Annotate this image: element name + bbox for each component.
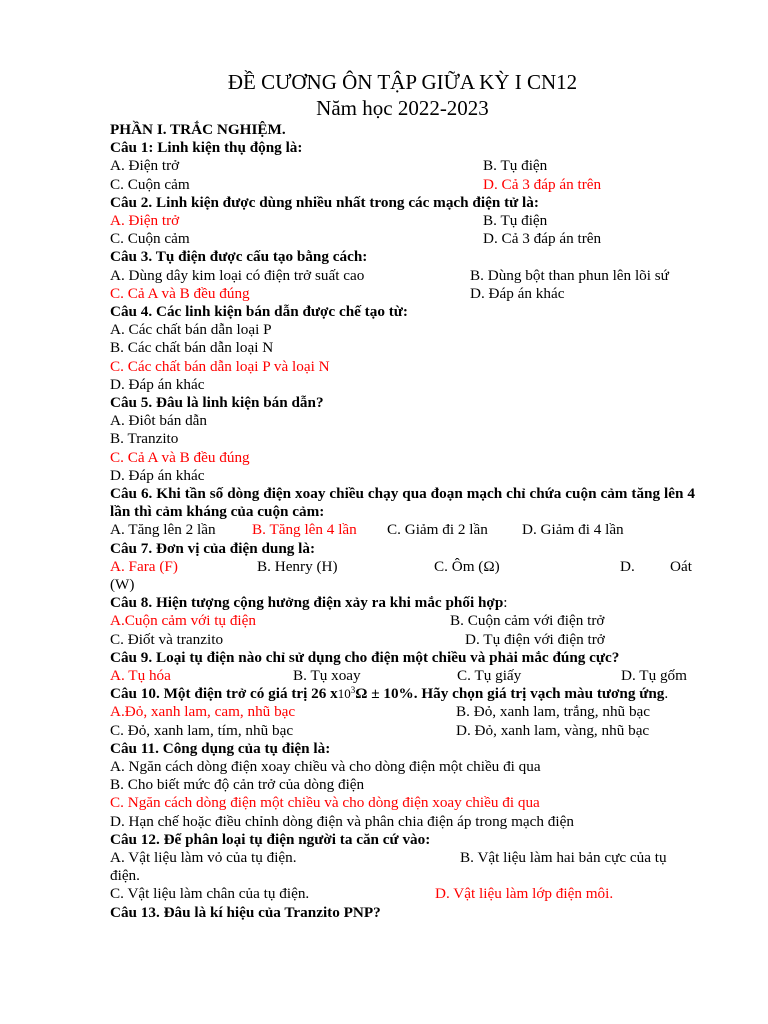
question-7-option-b: B. Henry (H) (257, 557, 338, 575)
question-12-option-a: A. Vật liệu làm vỏ của tụ điện. (110, 848, 297, 866)
question-10-stem-post: Ω ± 10%. Hãy chọn giá trị vạch màu tương ứng (355, 685, 665, 703)
question-10-period: . (664, 685, 669, 703)
question-10-option-a-correct: A.Đỏ, xanh lam, cam, nhũ bạc (110, 703, 296, 721)
question-7-stem: Câu 7. Đơn vị của điện dung là: (110, 539, 316, 557)
question-8-stem-line (110, 594, 695, 612)
question-8-option-c: C. Điốt và tranzito (110, 630, 224, 648)
question-7-option-c: C. Ôm (Ω) (434, 557, 500, 575)
question-13-stem: Câu 13. Đâu là kí hiệu của Tranzito PNP? (110, 903, 381, 921)
question-3-options-row-2 (110, 285, 695, 303)
question-3-options-row-1 (110, 267, 695, 285)
question-9-option-b: B. Tụ xoay (293, 666, 361, 684)
question-12-option-b-continued: điện. (110, 867, 140, 885)
question-9-option-a-correct: A. Tụ hóa (110, 666, 171, 684)
question-5-stem: Câu 5. Đâu là linh kiện bán dẫn? (110, 393, 324, 411)
question-8-options-row-1 (110, 612, 695, 630)
question-2-options-row-2 (110, 230, 695, 248)
question-2-stem: Câu 2. Linh kiện được dùng nhiều nhất trong các mạch điện tử là: (110, 193, 539, 211)
question-2-options-row-1 (110, 212, 695, 230)
question-10-stem (110, 685, 695, 703)
question-10-power-base: 10 (337, 686, 351, 702)
question-4-stem: Câu 4. Các linh kiện bán dẫn được chế tạo từ: (110, 302, 408, 320)
question-11-option-b: B. Cho biết mức độ cản trở của dòng điện (110, 776, 365, 794)
question-3-option-c-correct: C. Cả A và B đều đúng (110, 284, 250, 302)
question-7-option-d-letter: D. (620, 557, 635, 575)
question-3-stem: Câu 3. Tụ điện được cấu tạo bằng cách: (110, 248, 368, 266)
question-1-options-row-2 (110, 176, 695, 194)
question-2-option-a-correct: A. Điện trở (110, 211, 180, 229)
question-9-options-row (110, 667, 695, 685)
question-1-stem: Câu 1: Linh kiện thụ động là: (110, 139, 303, 157)
question-10-options-row-2 (110, 722, 695, 740)
question-1-option-d-correct: D. Cả 3 đáp án trên (483, 175, 602, 193)
question-6-option-c: C. Giảm đi 2 lần (387, 521, 488, 539)
document-subtitle: Năm học 2022-2023 (316, 96, 489, 120)
question-2-option-b: B. Tụ điện (483, 211, 548, 229)
question-12-options-row-2 (110, 885, 695, 903)
question-8-colon: : (503, 594, 508, 612)
question-2-option-d: D. Cả 3 đáp án trên (483, 230, 602, 248)
question-4-option-a: A. Các chất bán dẫn loại P (110, 321, 272, 339)
question-10-options-row-1 (110, 703, 695, 721)
question-12-stem: Câu 12. Để phân loại tụ điện người ta căn cứ vào: (110, 830, 431, 848)
question-3-option-d: D. Đáp án khác (470, 284, 565, 302)
question-9-option-c: C. Tụ giấy (457, 666, 522, 684)
question-5-option-a: A. Điôt bán dẫn (110, 412, 208, 430)
question-4-option-b: B. Các chất bán dẫn loại N (110, 339, 274, 357)
question-4-option-d: D. Đáp án khác (110, 375, 205, 393)
question-10-stem-pre: Câu 10. Một điện trở có giá trị 26 x (110, 685, 338, 703)
question-1-options-row-1 (110, 157, 695, 175)
question-8-option-b: B. Cuộn cảm với điện trở (450, 612, 605, 630)
question-4-option-c-correct: C. Các chất bán dẫn loại P và loại N (110, 357, 330, 375)
question-5-option-d: D. Đáp án khác (110, 466, 205, 484)
question-12-option-d-correct: D. Vật liệu làm lớp điện môi. (435, 885, 614, 903)
question-1-option-c: C. Cuộn cảm (110, 175, 190, 193)
question-10-power-exp: 3 (350, 685, 356, 696)
question-6-stem: Câu 6. Khi tần số dòng điện xoay chiều chạy qua đoạn mạch chỉ chứa cuộn cảm tăng lên 4 lần thì cảm kháng của cuộn cảm: (110, 484, 695, 521)
question-1-option-a: A. Điện trở (110, 157, 180, 175)
question-10-option-d: D. Đỏ, xanh lam, vàng, nhũ bạc (456, 721, 650, 739)
question-9-stem: Câu 9. Loại tụ điện nào chỉ sử dụng cho điện một chiều và phải mắc đúng cực? (110, 648, 620, 666)
question-5-option-c-correct: C. Cả A và B đều đúng (110, 448, 250, 466)
question-3-option-a: A. Dùng dây kim loại có điện trở suất cao (110, 266, 365, 284)
question-3-option-b: B. Dùng bột than phun lên lõi sứ (470, 266, 669, 284)
question-10-option-c: C. Đỏ, xanh lam, tím, nhũ bạc (110, 721, 294, 739)
question-5-option-b: B. Tranzito (110, 430, 179, 448)
section-heading: PHẦN I. TRẮC NGHIỆM. (110, 121, 286, 138)
question-12-option-c: C. Vật liệu làm chân của tụ điện. (110, 885, 310, 903)
question-6-option-a: A. Tăng lên 2 lần (110, 521, 216, 539)
question-6-option-b-correct: B. Tăng lên 4 lần (252, 521, 357, 539)
question-11-option-a: A. Ngăn cách dòng điện xoay chiều và cho dòng điện một chiều đi qua (110, 757, 541, 775)
question-12-option-b: B. Vật liệu làm hai bản cực của tụ (460, 848, 667, 866)
question-7-options-row (110, 558, 695, 576)
question-6-option-d: D. Giảm đi 4 lần (522, 521, 624, 539)
question-6-options-row (110, 521, 695, 539)
question-10-option-b: B. Đỏ, xanh lam, trắng, nhũ bạc (456, 703, 651, 721)
question-1-option-b: B. Tụ điện (483, 157, 548, 175)
question-9-option-d: D. Tụ gốm (621, 666, 687, 684)
question-11-option-c-correct: C. Ngăn cách dòng điện một chiều và cho dòng điện xoay chiều đi qua (110, 794, 540, 812)
question-12-options-row-1 (110, 849, 695, 867)
document-title: ĐỀ CƯƠNG ÔN TẬP GIỮA KỲ I CN12 (227, 70, 578, 94)
question-8-options-row-2 (110, 631, 695, 649)
question-11-option-d: D. Hạn chế hoặc điều chỉnh dòng điện và phân chia điện áp trong mạch điện (110, 812, 574, 830)
question-8-option-d: D. Tụ điện với điện trở (465, 630, 605, 648)
question-11-stem: Câu 11. Công dụng của tụ điện là: (110, 739, 331, 757)
question-2-option-c: C. Cuộn cảm (110, 230, 190, 248)
question-7-option-a-correct: A. Fara (F) (110, 557, 178, 575)
question-8-stem: Câu 8. Hiện tượng cộng hưởng điện xảy ra khi mắc phối hợp (110, 594, 504, 612)
document-page (110, 69, 695, 922)
question-7-option-d-text: Oát (670, 557, 692, 575)
question-8-option-a-correct: A.Cuộn cảm với tụ điện (110, 612, 256, 630)
question-7-option-d-unit: (W) (110, 575, 135, 593)
